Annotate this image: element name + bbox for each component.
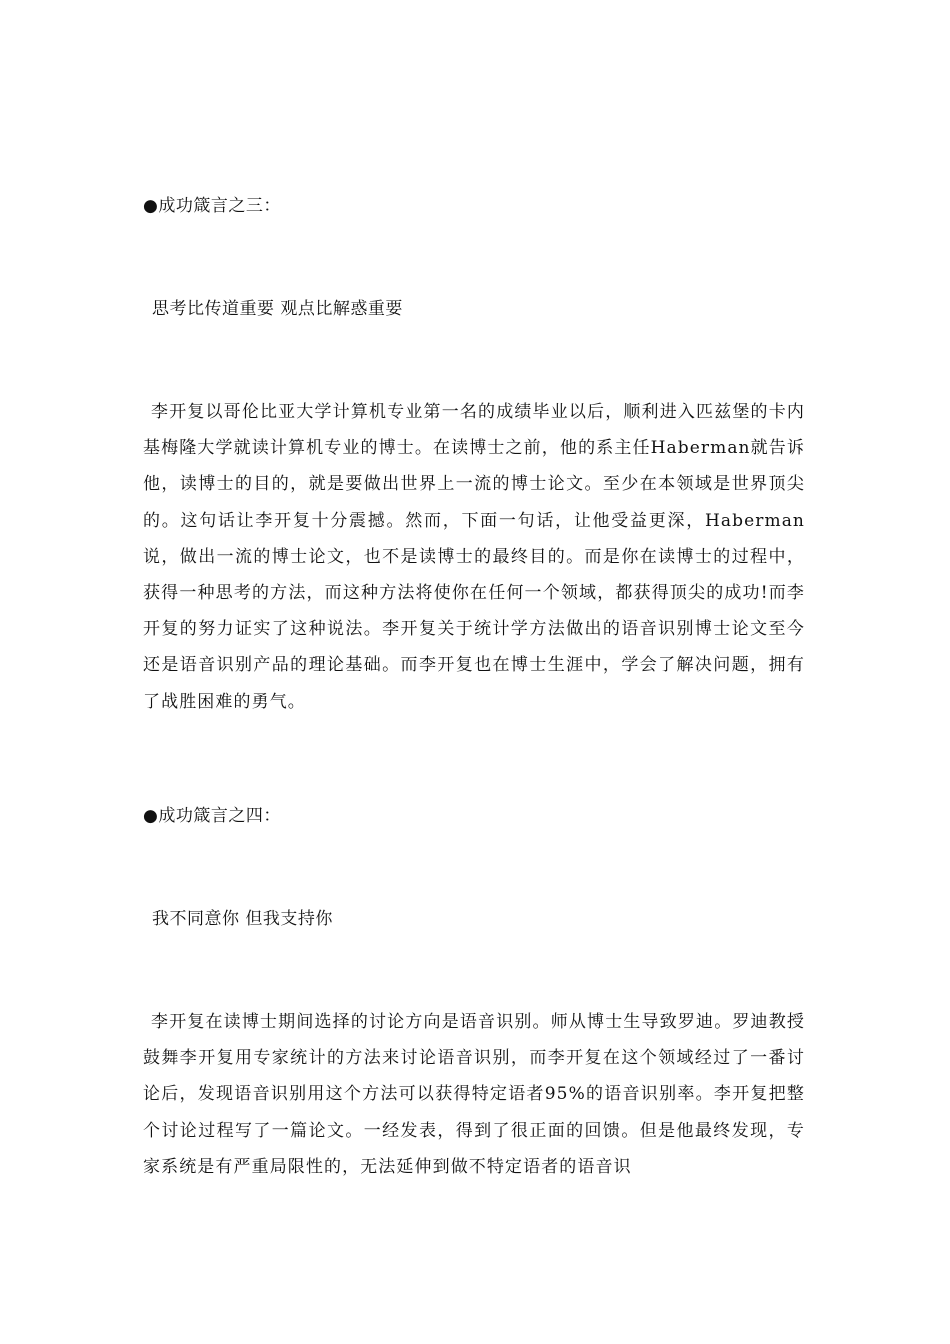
section-body-4: 李开复在读博士期间选择的讨论方向是语音识别。师从博士生导致罗迪。罗迪教授鼓舞李开复用专家统计的方法来讨论语音识别，而李开复在这个领域经过了一番讨论后，发现语音识别用这个方法可以获得特定语者95%的语音识别率。李开复把整个讨论过程写了一篇论文。一经发表，得到了很正面的回馈。但是他最终发现，专家系统是有严重局限性的，无法延伸到做不特定语者的语音识 (143, 1012, 805, 1177)
section-body-3: 李开复以哥伦比亚大学计算机专业第一名的成绩毕业以后，顺利进入匹兹堡的卡内基梅隆大学就读计算机专业的博士。在读博士之前，他的系主任Haberman就告诉他，读博士的目的，就是要做出世界上一流的博士论文。至少在本领域是世界顶尖的。这句话让李开复十分震撼。然而，下面一句话，让他受益更深，Haberman说，做出一流的博士论文，也不是读博士的最终目的。而是你在读博士的过程中，获得一种思考的方法，而这种方法将使你在任何一个领域，都获得顶尖的成功!而李开复的努力证实了这种说法。李开复关于统计学方法做出的语音识别博士论文至今还是语音识别产品的理论基础。而李开复也在博士生涯中，学会了解决问题，拥有了战胜困难的勇气。 (143, 402, 805, 712)
section-heading-3: ●成功箴言之三： (143, 196, 281, 216)
section-subtitle-3: 思考比传道重要 观点比解惑重要 (152, 299, 403, 319)
section-subtitle-4: 我不同意你 但我支持你 (152, 909, 333, 929)
section-heading-4: ●成功箴言之四： (143, 806, 281, 826)
